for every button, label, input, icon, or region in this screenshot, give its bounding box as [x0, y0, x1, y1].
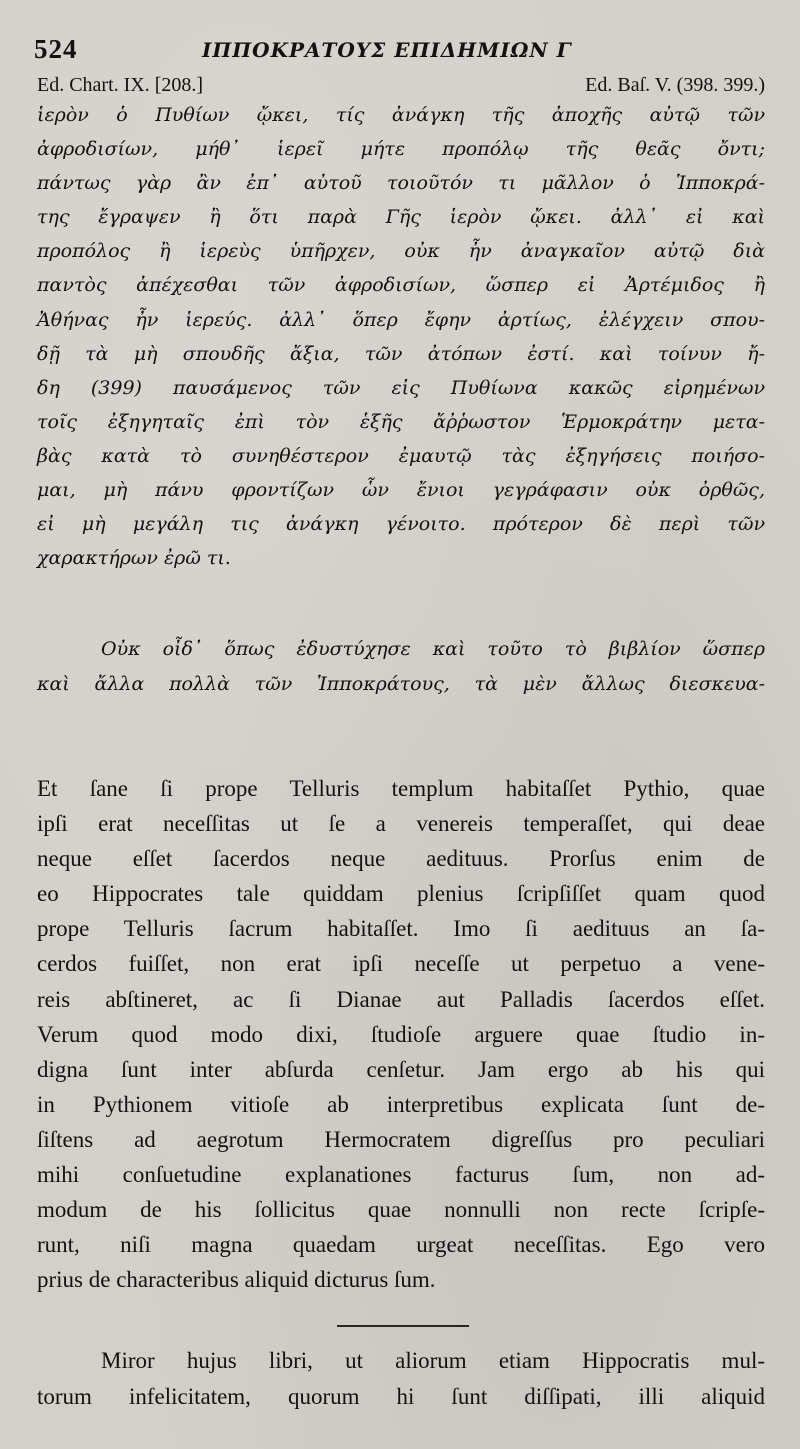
latin-line: ipſi erat neceſſitas ut ſe a venereis temperaſſet, qui deae	[37, 811, 765, 837]
running-head: ΙΠΠΟΚΡΑΤΟΥΣ ΕΠΙΔΗΜΙΩΝ Γ	[202, 38, 572, 62]
latin-line: prope Telluris ſacrum habitaſſet. Imo ſi aedituus an ſa-	[37, 916, 765, 942]
latin-line: neque eſſet ſacerdos neque aedituus. Prorſus enim de	[37, 846, 765, 872]
latin-line: in Pythionem vitioſe ab interpretibus explicata ſunt de-	[37, 1091, 765, 1117]
page-header	[34, 34, 774, 64]
latin-line: cerdos fuiſſet, non erat ipſi neceſſe ut perpetuo a vene-	[37, 951, 765, 977]
greek-line: της ἔγραψεν ἢ ὅτι παρὰ Γῆς ἱερὸν ᾤκει. ἀλλ᾽ εἰ καὶ	[37, 206, 765, 229]
greek-line: Ἀθήνας ἦν ἱερεύς. ἀλλ᾽ ὅπερ ἔφην ἀρτίως, ἐλέγχειν σπου-	[37, 308, 765, 331]
latin-line: ſiſtens ad aegrotum Hermocratem digreſſus pro peculiari	[37, 1126, 765, 1152]
greek-line: δη (399) παυσάμενος τῶν εἰς Πυθίωνα κακῶς εἰρημένων	[37, 376, 765, 399]
greek-line: ἱερὸν ὁ Πυθίων ᾤκει, τίς ἀνάγκη τῆς ἀποχῆς αὐτῷ τῶν	[37, 104, 765, 126]
edition-basel-reference: Ed. Baſ. V. (398. 399.)	[585, 74, 765, 96]
latin-preface-line: Miror hujus libri, ut aliorum etiam Hippocratis mul-	[101, 1348, 765, 1373]
latin-commentary-paragraph	[37, 771, 765, 1297]
latin-line: Verum quod modo dixi, ſtudioſe arguere quae ſtudio in-	[37, 1021, 765, 1047]
latin-line: runt, niſi magna quaedam urgeat neceſſitas. Ego vero	[37, 1232, 765, 1258]
latin-preface-paragraph	[37, 1343, 765, 1414]
latin-line: prius de characteribus aliquid dicturus ſum.	[37, 1267, 436, 1293]
edition-chart-reference: Ed. Chart. IX. [208.]	[37, 74, 204, 96]
greek-line: προπόλος ἢ ἱερεὺς ὑπῆρχεν, οὐκ ἦν ἀναγκαῖον αὐτῷ διὰ	[37, 240, 765, 263]
greek-preface-line: Οὐκ οἶδ᾽ ὅπως ἐδυστύχησε καὶ τοῦτο τὸ βιβλίον ὥσπερ	[101, 638, 765, 660]
latin-line: reis abſtineret, ac ſi Dianae aut Palladis ſacerdos eſſet.	[37, 986, 765, 1012]
page-number: 524	[34, 34, 78, 64]
greek-line: χαρακτήρων ἐρῶ τι.	[37, 547, 231, 570]
latin-line: Et ſane ſi prope Telluris templum habitaſſet Pythio, quae	[37, 776, 765, 801]
latin-line: eo Hippocrates tale quiddam plenius ſcripſiſſet quam quod	[37, 881, 765, 907]
greek-line: παντὸς ἀπέχεσθαι τῶν ἀφροδισίων, ὥσπερ εἰ Ἀρτέμιδος ἢ	[37, 274, 765, 297]
latin-preface-line: torum infelicitatem, quorum hi ſunt diſſipati, illi aliquid	[37, 1383, 765, 1409]
greek-line: πάντως γὰρ ἂν ἐπ᾽ αὐτοῦ τοιοῦτόν τι μᾶλλον ὁ Ἱπποκρά-	[37, 172, 765, 195]
latin-line: modum de his ſollicitus quae nonnulli non recte ſcripſe-	[37, 1197, 765, 1223]
latin-line: mihi conſuetudine explanationes facturus ſum, non ad-	[37, 1162, 765, 1188]
section-divider	[337, 1325, 469, 1327]
greek-line: τοῖς ἐξηγηταῖς ἐπὶ τὸν ἑξῆς ἄῤῥωστον Ἑρμοκράτην μετα-	[37, 410, 765, 433]
greek-commentary-paragraph	[37, 98, 765, 575]
greek-line: δῇ τὰ μὴ σπουδῆς ἄξια, τῶν ἀτόπων ἐστί. καὶ τοίνυν ἤ-	[37, 342, 765, 365]
greek-line: ἀφροδισίων, μήθ᾽ ἱερεῖ μήτε προπόλῳ τῆς θεᾶς ὄντι;	[37, 138, 765, 161]
greek-preface-paragraph	[37, 632, 765, 702]
greek-line: βὰς κατὰ τὸ συνηθέστερον ἐμαυτῷ τὰς ἐξηγήσεις ποιήσο-	[37, 444, 765, 467]
greek-preface-line: καὶ ἄλλα πολλὰ τῶν Ἱπποκράτους, τὰ μὲν ἄλλως διεσκευα-	[37, 673, 765, 695]
greek-line: μαι, μὴ πάνυ φροντίζων ὧν ἔνιοι γεγράφασιν οὐκ ὀρθῶς,	[37, 479, 765, 502]
edition-reference-line	[37, 74, 765, 100]
latin-line: digna ſunt inter abſurda cenſetur. Jam ergo ab his qui	[37, 1056, 765, 1082]
greek-line: εἰ μὴ μεγάλη τις ἀνάγκη γένοιτο. πρότερον δὲ περὶ τῶν	[37, 513, 765, 536]
